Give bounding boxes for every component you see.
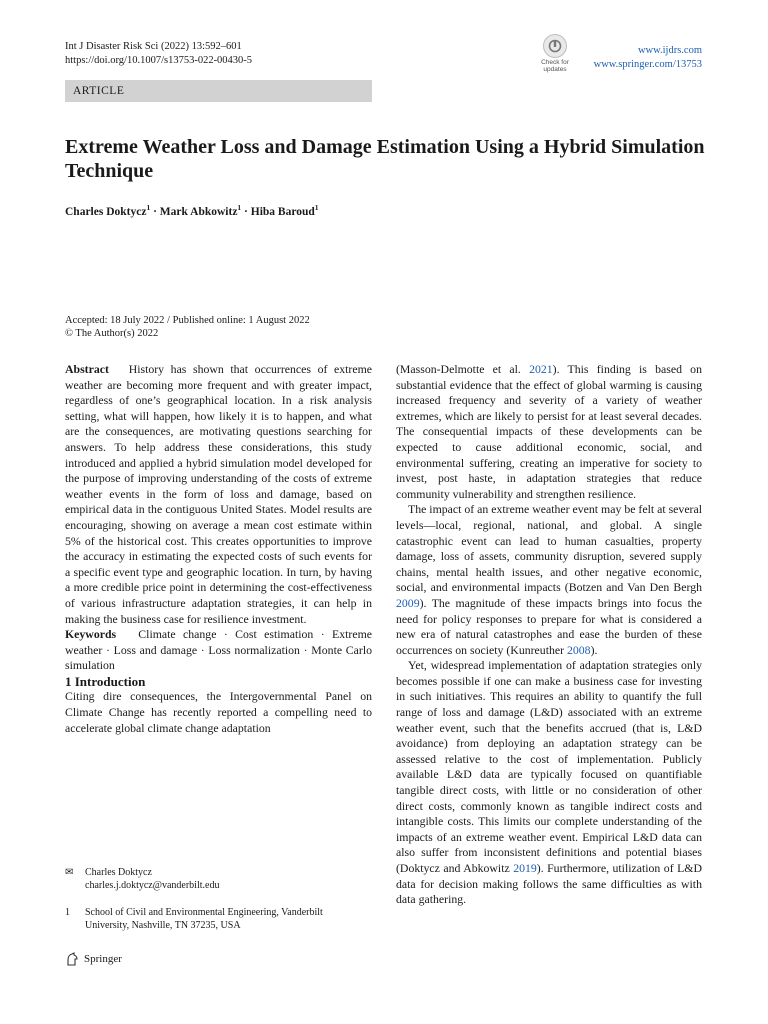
text-run: Yet, widespread implementation of adaptation strategies only becomes possible if one can make a business case for investing in such initiatives. This requires an ability to quantify the full range of loss and damage (L&D) associated with an extreme weather event, such that the benefits accrued (that is, L&D avoidance) from deploying an adaptation strategy can be assessed relative to the cost of implementation. Publicly available L&D data are typically focused on quantifiable tangible direct costs, with little or no consideration of other direct costs, commonly known as tangible indirect costs and intangible costs. This limits our complete understanding of the impacts of an extreme weather event. Empirical L&D data can also suffer from inconsistent definitions and potential biases (Doktycz and Abkowitz	[396, 658, 702, 875]
citation-link[interactable]: 2021	[529, 362, 553, 376]
copyright-line: © The Author(s) 2022	[65, 328, 159, 339]
affiliation-marker: 1	[237, 203, 242, 212]
citation-link[interactable]: 2008	[566, 642, 591, 657]
email-icon: ✉	[65, 867, 74, 878]
author-list	[65, 203, 319, 218]
accepted-published-dates: Accepted: 18 July 2022 / Published online: 1 August 2022	[65, 315, 310, 326]
affiliation-marker: 1	[146, 203, 151, 212]
publisher-mark	[65, 952, 122, 966]
keywords-text: Climate change · Cost estimation · Extreme weather · Loss and damage · Loss normalization · Monte Carlo simulation	[65, 627, 372, 673]
text-run: ). The magnitude of these impacts brings into focus the need for policy responses to prepare for what is considered a new era of natural catastrophes and ease the burden of these occurrences on society (Kunreuther	[396, 595, 702, 657]
publication-dates	[65, 314, 310, 340]
author-name[interactable]: Mark Abkowitz	[159, 205, 238, 218]
section-heading-introduction: 1 Introduction	[65, 673, 146, 689]
author-separator: ·	[150, 205, 160, 218]
affiliation-line-1: School of Civil and Environmental Engineering, Vanderbilt	[85, 907, 323, 918]
abstract	[65, 362, 372, 627]
article-type-bar: ARTICLE	[65, 80, 372, 102]
author-name[interactable]: Hiba Baroud	[250, 205, 315, 218]
affiliation-line-2: University, Nashville, TN 37235, USA	[85, 920, 241, 931]
text-run: The impact of an extreme weather event may be felt at several levels—local, regional, national, and global. A single catastrophic event can lead to human casualties, property damage, loss of assets, community disruption, severed supply chains, mental health issues, and other negative economic, social, and environmental impacts (Botzen and Van Den Bergh	[396, 502, 702, 595]
author-separator: ·	[241, 205, 251, 218]
abstract-label: Abstract	[65, 362, 109, 376]
springer-horse-icon	[65, 952, 79, 966]
corresponding-email[interactable]: charles.j.doktycz@vanderbilt.edu	[85, 880, 220, 891]
corresponding-name: Charles Doktycz	[85, 867, 152, 878]
journal-links	[594, 44, 702, 72]
footnotes	[65, 866, 372, 932]
paper-title: Extreme Weather Loss and Damage Estimation Using a Hybrid Simulation Technique	[65, 136, 705, 182]
affiliation-marker: 1	[314, 203, 319, 212]
citation-link[interactable]: 2009	[396, 595, 420, 610]
abstract-text: History has shown that occurrences of extreme weather are becoming more frequent and with greater impact, regardless of one’s geographical location. In a risk analysis setting, what will happen, how likely it is to happen, and what are the consequences, are motivating questions searching for answers. To help address these considerations, this study introduced and applied a hybrid simulation model developed for the purpose of improving understanding of the costs of extreme weather events in the form of loss and damage, based on empirical data in the contiguous United States. Model results are encouraging, showing on average a mean cost estimate within 5% of the historical cost. This creates opportunities to improve the accuracy in estimating the expected costs of such events for a specific event type and geographic location. In turn, by having a more credible price point in determining the cost-effectiveness of various infrastructure adaptation strategies, it can help in making the business case for resilience investment.	[65, 362, 372, 626]
check-label-1: Check for	[541, 59, 569, 66]
check-updates-icon	[543, 34, 567, 58]
springer-journal-link[interactable]: www.springer.com/13753	[593, 59, 702, 70]
check-label-2: updates	[543, 66, 567, 73]
text-run: ).	[590, 642, 598, 657]
doi-link[interactable]: https://doi.org/10.1007/s13753-022-00430-5	[65, 55, 253, 66]
left-column	[65, 362, 372, 736]
affiliation-footnote	[65, 906, 372, 932]
keywords	[65, 627, 372, 674]
body-paragraph	[396, 658, 702, 908]
keywords-label: Keywords	[65, 627, 117, 642]
affiliation-number: 1	[65, 907, 70, 918]
text-run: ). This finding is based on substantial evidence that the effect of global warming is causing increased frequency and severity of a variety of weather extremes, which are likely to persist for at least several decades. The consequential impacts of these developments can be expected to cause additional economic, social, and environmental suffering, creating an imperative for society to invest, post haste, in adaptation strategies that reduce community vulnerability and strengthen resilience.	[396, 362, 702, 501]
text-run: (Masson-Delmotte et al.	[396, 362, 530, 376]
author-name[interactable]: Charles Doktycz	[65, 205, 147, 218]
journal-citation	[65, 40, 252, 68]
body-paragraph	[396, 502, 702, 658]
citation-link[interactable]: 2019	[513, 861, 537, 875]
right-column	[396, 362, 702, 908]
introduction-paragraph: Citing dire consequences, the Intergovernmental Panel on Climate Change has recently reported a compelling need to accelerate global climate change adaptation	[65, 689, 372, 735]
ijdrs-link[interactable]: www.ijdrs.com	[637, 45, 702, 56]
corresponding-author	[65, 866, 372, 892]
check-for-updates-badge[interactable]	[536, 34, 574, 72]
publisher-name: Springer	[84, 953, 122, 965]
journal-volume: Int J Disaster Risk Sci (2022) 13:592–601	[65, 41, 242, 52]
body-paragraph	[396, 362, 702, 502]
text-run: ). Furthermore, utilization of L&D data for decision making follows the same difficulties as with data gathering.	[396, 861, 702, 907]
